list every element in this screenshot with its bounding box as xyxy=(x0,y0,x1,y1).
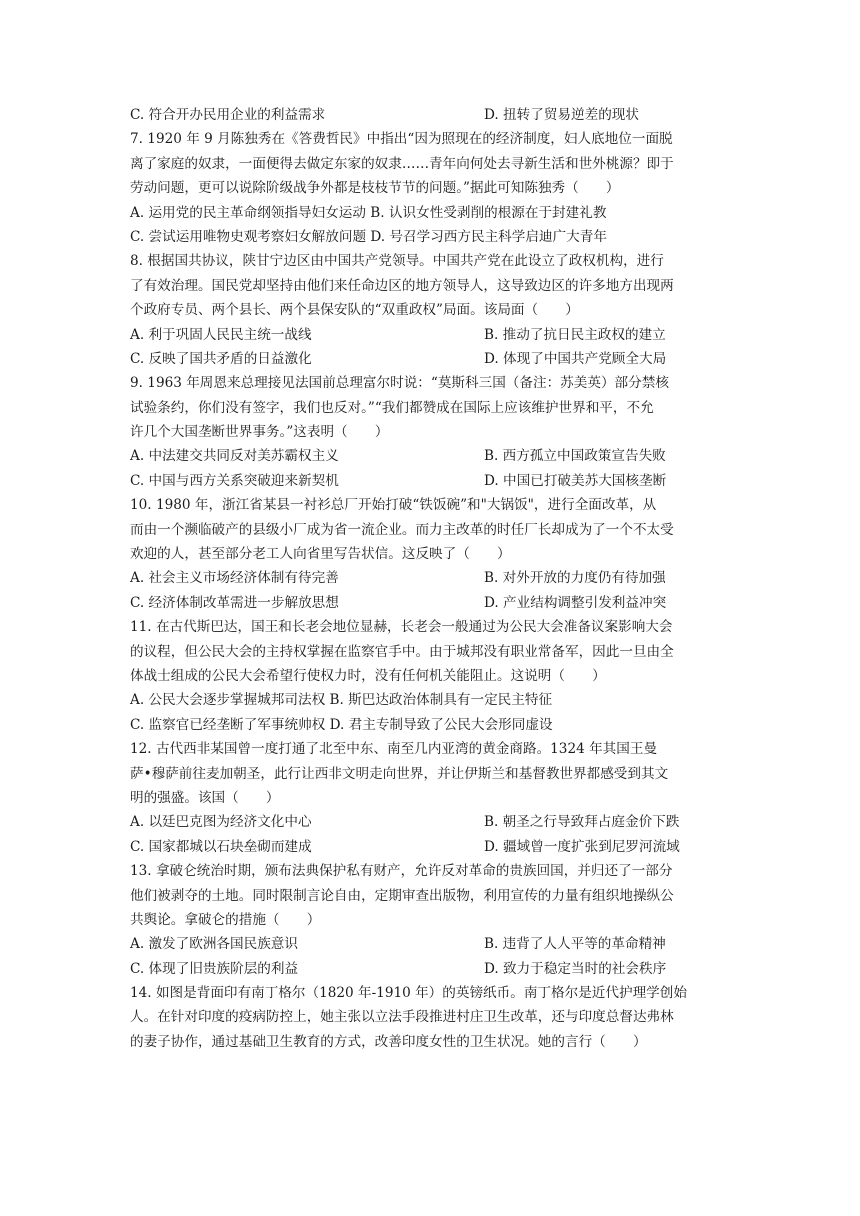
option-text: A. 中法建交共同反对美苏霸权主义 xyxy=(130,448,339,465)
option-text: A. 以廷巴克图为经济文化中心 xyxy=(130,814,312,831)
question-text-line: 明的强盛。该国（ ） xyxy=(130,789,280,806)
option-c: C. 符合开办民用企业的利益需求 xyxy=(130,107,326,123)
question-text-line: 共舆论。拿破仑的措施（ ） xyxy=(130,911,321,928)
question-text-line: 萨•穆萨前往麦加朝圣，此行让西非文明走向世界，并让伊斯兰和基督教世界都感受到其文 xyxy=(130,765,669,782)
prev-question-options xyxy=(130,103,730,127)
option-text: A. 利于巩固人民民主统一战线 xyxy=(130,326,312,343)
question-text-line: 10. 1980 年，浙江省某县一衬衫总厂开始打破“铁饭碗”和"大锅饭"，进行全面改革，从 xyxy=(130,497,657,514)
question-text-line: 体战士组成的公民大会希望行使权力时，没有任何机关能阻止。这说明（ ） xyxy=(130,667,606,684)
option-row xyxy=(130,932,730,956)
option-text: A. 社会主义市场经济体制有待完善 xyxy=(130,570,339,587)
question-text-line: 的妻子协作，通过基础卫生教育的方式，改善印度女性的卫生状况。她的言行（ ） xyxy=(130,1033,647,1050)
question-7 xyxy=(130,127,730,249)
option-row xyxy=(130,347,730,371)
question-text-line: 个政府专员、两个县长、两个县保安队的“双重政权”局面。该局面（ ） xyxy=(130,302,579,319)
option-text: D. 体现了中国共产党顾全大局 xyxy=(484,350,667,367)
option-row xyxy=(130,201,730,225)
option-text: B. 对外开放的力度仍有待加强 xyxy=(484,570,666,587)
question-9 xyxy=(130,371,730,493)
option-row xyxy=(130,688,730,712)
option-row xyxy=(130,591,730,615)
option-text: C. 体现了旧贵族阶层的利益 xyxy=(130,960,299,977)
question-text-line: 欢迎的人，甚至部分老工人向省里写告状信。这反映了（ ） xyxy=(130,546,511,563)
question-text-line: 试验条约，你们没有签字，我们也反对。”“我们都赞成在国际上应该维护世界和平，不允 xyxy=(130,399,654,416)
option-row xyxy=(130,323,730,347)
option-text: D. 疆域曾一度扩张到尼罗河流域 xyxy=(484,838,680,855)
option-row xyxy=(130,957,730,981)
option-text: B. 推动了抗日民主政权的建立 xyxy=(484,326,666,343)
question-text-line: 13. 拿破仑统治时期，颁布法典保护私有财产，允许反对革命的贵族回国，并归还了一部分 xyxy=(130,863,673,880)
option-text: C. 中国与西方关系突破迎来新契机 xyxy=(130,472,339,489)
option-text: D. 中国已打破美苏大国核垄断 xyxy=(484,472,667,489)
question-text-line: 人。在针对印度的疫病防控上，她主张以立法手段推进村庄卫生改革，还与印度总督达弗林 xyxy=(130,1009,674,1026)
question-14 xyxy=(130,981,730,1054)
question-text-line: 他们被剥夺的土地。同时限制言论自由，定期审查出版物，利用宣传的力量有组织地操纵公 xyxy=(130,887,674,904)
question-text-line: 离了家庭的奴隶，一面便得去做定东家的奴隶……青年向何处去寻新生活和世外桃源？即于 xyxy=(130,155,674,172)
question-text-line: 7. 1920 年 9 月陈独秀在《答费哲民》中指出“因为照现在的经济制度，妇人底地位一面脱 xyxy=(130,131,673,148)
option-row xyxy=(130,566,730,590)
option-text: C. 经济体制改革需进一步解放思想 xyxy=(130,594,339,611)
question-text-line: 8. 根据国共协议，陕甘宁边区由中国共产党领导。中国共产党在此设立了政权机构，进行 xyxy=(130,253,664,270)
option-text: C. 反映了国共矛盾的日益激化 xyxy=(130,350,312,367)
option-row xyxy=(130,713,730,737)
option-row xyxy=(130,469,730,493)
question-10 xyxy=(130,493,730,615)
option-text: B. 西方孤立中国政策宣告失败 xyxy=(484,448,666,465)
option-text: C. 监察官已经垄断了军事统帅权 D. 君主专制导致了公民大会形同虚设 xyxy=(130,716,553,733)
question-12 xyxy=(130,737,730,859)
question-8 xyxy=(130,249,730,371)
question-11 xyxy=(130,615,730,737)
option-text: D. 致力于稳定当时的社会秩序 xyxy=(484,960,667,977)
option-text: B. 违背了人人平等的革命精神 xyxy=(484,936,666,953)
question-list xyxy=(130,127,730,1054)
option-d: D. 扭转了贸易逆差的现状 xyxy=(484,107,639,123)
option-text: D. 产业结构调整引发利益冲突 xyxy=(484,594,667,611)
option-text: C. 国家都城以石块垒砌而建成 xyxy=(130,838,312,855)
option-text: C. 尝试运用唯物史观考察妇女解放问题 D. 号召学习西方民主科学启迪广大青年 xyxy=(130,228,607,245)
question-text-line: 11. 在古代斯巴达，国王和长老会地位显赫，长老会一般通过为公民大会准备议案影响大会 xyxy=(130,619,673,636)
question-text-line: 许几个大国垄断世界事务。”这表明（ ） xyxy=(130,424,389,441)
option-row xyxy=(130,835,730,859)
option-text: A. 运用党的民主革命纲领指导妇女运动 B. 认识女性受剥削的根源在于封建礼教 xyxy=(130,204,607,221)
option-text: A. 激发了欧洲各国民族意识 xyxy=(130,936,298,953)
option-row xyxy=(130,225,730,249)
question-text-line: 的议程，但公民大会的主持权掌握在监察官手中。由于城邦没有职业常备军，因此一旦由全 xyxy=(130,643,674,660)
exam-page xyxy=(130,103,730,1054)
question-text-line: 而由一个濒临破产的县级小厂成为省一流企业。而力主改革的时任厂长却成为了一个不太受 xyxy=(130,521,674,538)
option-text: B. 朝圣之行导致拜占庭金价下跌 xyxy=(484,814,680,831)
question-text-line: 12. 古代西非某国曾一度打通了北至中东、南至几内亚湾的黄金商路。1324 年其国王曼 xyxy=(130,741,658,758)
question-text-line: 劳动问题，更可以说除阶级战争外都是枝枝节节的问题。”据此可知陈独秀（ ） xyxy=(130,180,620,197)
question-text-line: 了有效治理。国民党却坚持由他们来任命边区的地方领导人，这导致边区的许多地方出现两 xyxy=(130,277,674,294)
option-row xyxy=(130,810,730,834)
question-13 xyxy=(130,859,730,981)
question-text-line: 9. 1963 年周恩来总理接见法国前总理富尔时说：“莫斯科三国（备注：苏美英）部分禁核 xyxy=(130,375,669,392)
option-row xyxy=(130,444,730,468)
option-text: A. 公民大会逐步掌握城邦司法权 B. 斯巴达政治体制具有一定民主特征 xyxy=(130,692,553,709)
question-text-line: 14. 如图是背面印有南丁格尔（1820 年-1910 年）的英镑纸币。南丁格尔是近代护理学创始 xyxy=(130,985,687,1002)
